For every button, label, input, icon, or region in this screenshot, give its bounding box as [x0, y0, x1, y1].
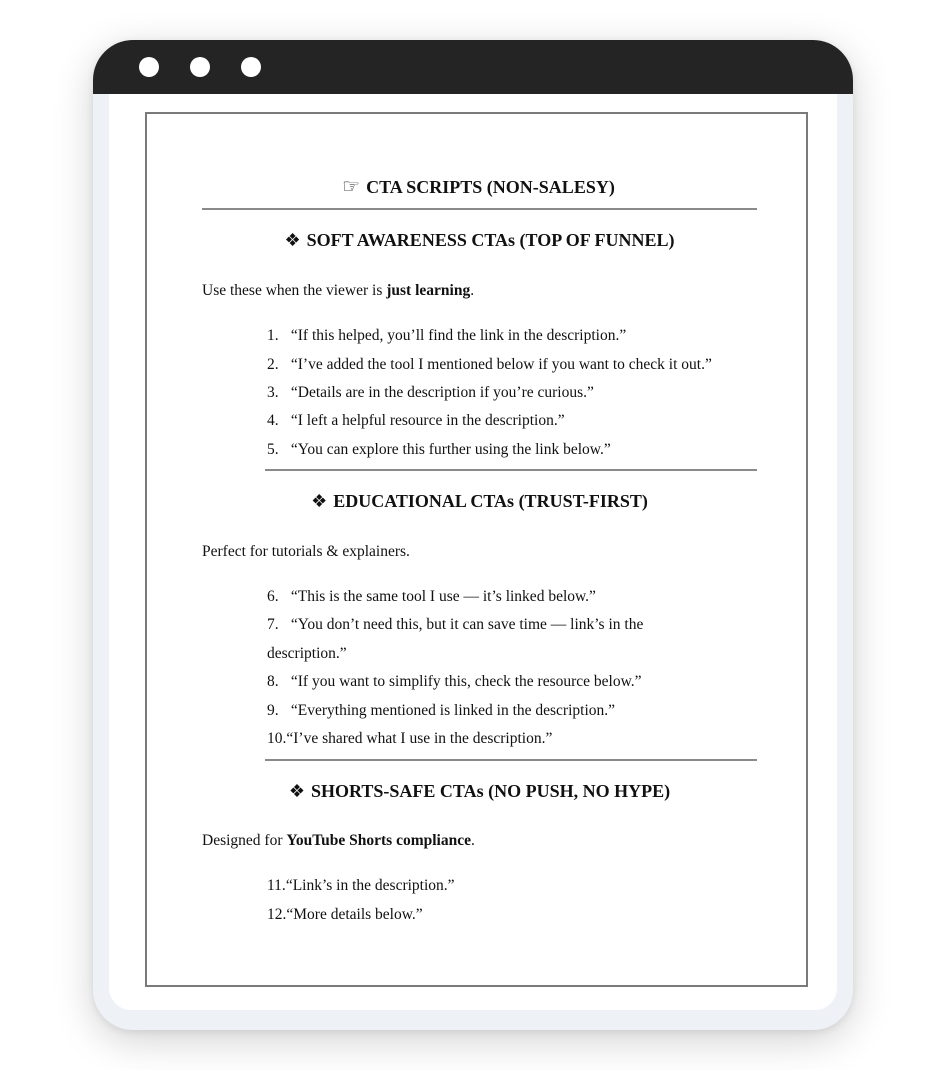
section-intro-shorts-safe [202, 832, 475, 850]
intro-emphasis: just learning [386, 282, 471, 299]
intro-text: Use these when the viewer is [202, 282, 387, 299]
pointing-hand-icon: ☞ [342, 176, 361, 198]
list-item-number: 9. [267, 702, 279, 719]
list-item-number: 2. [267, 356, 279, 373]
list-item [267, 441, 611, 459]
list-item-number: 12. [267, 906, 287, 923]
list-item [267, 877, 455, 895]
diamond-icon: ❖ [311, 491, 328, 511]
list-item [267, 673, 642, 691]
list-item-text: “I left a helpful resource in the description.” [290, 412, 565, 429]
list-item-text: “More details below.” [286, 906, 423, 923]
list-item-text: “If this helped, you’ll find the link in the description.” [290, 327, 627, 344]
section-intro-soft-awareness [202, 282, 474, 300]
list-item [267, 384, 594, 402]
list-item-number: 8. [267, 673, 279, 690]
section-divider [265, 469, 757, 471]
intro-emphasis: YouTube Shorts compliance [286, 832, 471, 849]
list-item [267, 702, 615, 720]
window-control-dot-3[interactable] [241, 57, 261, 77]
diamond-icon: ❖ [284, 230, 301, 250]
list-item-text: “Link’s in the description.” [285, 877, 455, 894]
list-item [267, 616, 643, 634]
list-item-text: “This is the same tool I use — it’s linked below.” [290, 588, 596, 605]
list-item-text: “If you want to simplify this, check the resource below.” [290, 673, 642, 690]
list-item-text: “You don’t need this, but it can save time — link’s in the [290, 616, 644, 633]
document-title [147, 174, 810, 199]
window-control-dot-1[interactable] [139, 57, 159, 77]
list-item-number: 7. [267, 616, 279, 633]
document-title-text: CTA SCRIPTS (NON-SALESY) [366, 177, 615, 197]
list-item [267, 730, 552, 748]
list-item-number: 3. [267, 384, 279, 401]
list-item [267, 356, 712, 374]
list-item-number: 4. [267, 412, 279, 429]
window-control-dot-2[interactable] [190, 57, 210, 77]
section-heading-text: SHORTS-SAFE CTAs (NO PUSH, NO HYPE) [311, 781, 671, 801]
intro-text: Designed for [202, 832, 287, 849]
section-heading-educational [202, 491, 757, 512]
list-item-number: 11. [267, 877, 286, 894]
list-item-number: 6. [267, 588, 279, 605]
list-item-text: “I’ve shared what I use in the description.” [286, 730, 553, 747]
list-item [267, 906, 423, 924]
list-item-continuation: description.” [267, 645, 347, 662]
window-titlebar [93, 40, 853, 94]
list-item-text: “I’ve added the tool I mentioned below if you want to check it out.” [290, 356, 712, 373]
section-heading-soft-awareness [202, 230, 757, 251]
section-heading-text: SOFT AWARENESS CTAs (TOP OF FUNNEL) [306, 230, 675, 250]
section-heading-shorts-safe [202, 781, 757, 802]
document-page [145, 112, 808, 987]
intro-text-end: . [470, 832, 475, 849]
section-divider [265, 759, 757, 761]
section-intro-educational: Perfect for tutorials & explainers. [202, 543, 410, 560]
list-item-text: “You can explore this further using the link below.” [290, 441, 611, 458]
title-divider [202, 208, 757, 210]
list-item-number: 1. [267, 327, 279, 344]
list-item-number: 10. [267, 730, 287, 747]
list-item [267, 588, 596, 606]
section-heading-text: EDUCATIONAL CTAs (TRUST-FIRST) [333, 491, 648, 511]
list-item [267, 412, 565, 430]
list-item-text: “Details are in the description if you’re curious.” [290, 384, 594, 401]
diamond-icon: ❖ [288, 781, 306, 801]
list-item-number: 5. [267, 441, 279, 458]
intro-text-end: . [470, 282, 475, 299]
list-item-text: “Everything mentioned is linked in the description.” [290, 702, 616, 719]
list-item [267, 327, 626, 345]
